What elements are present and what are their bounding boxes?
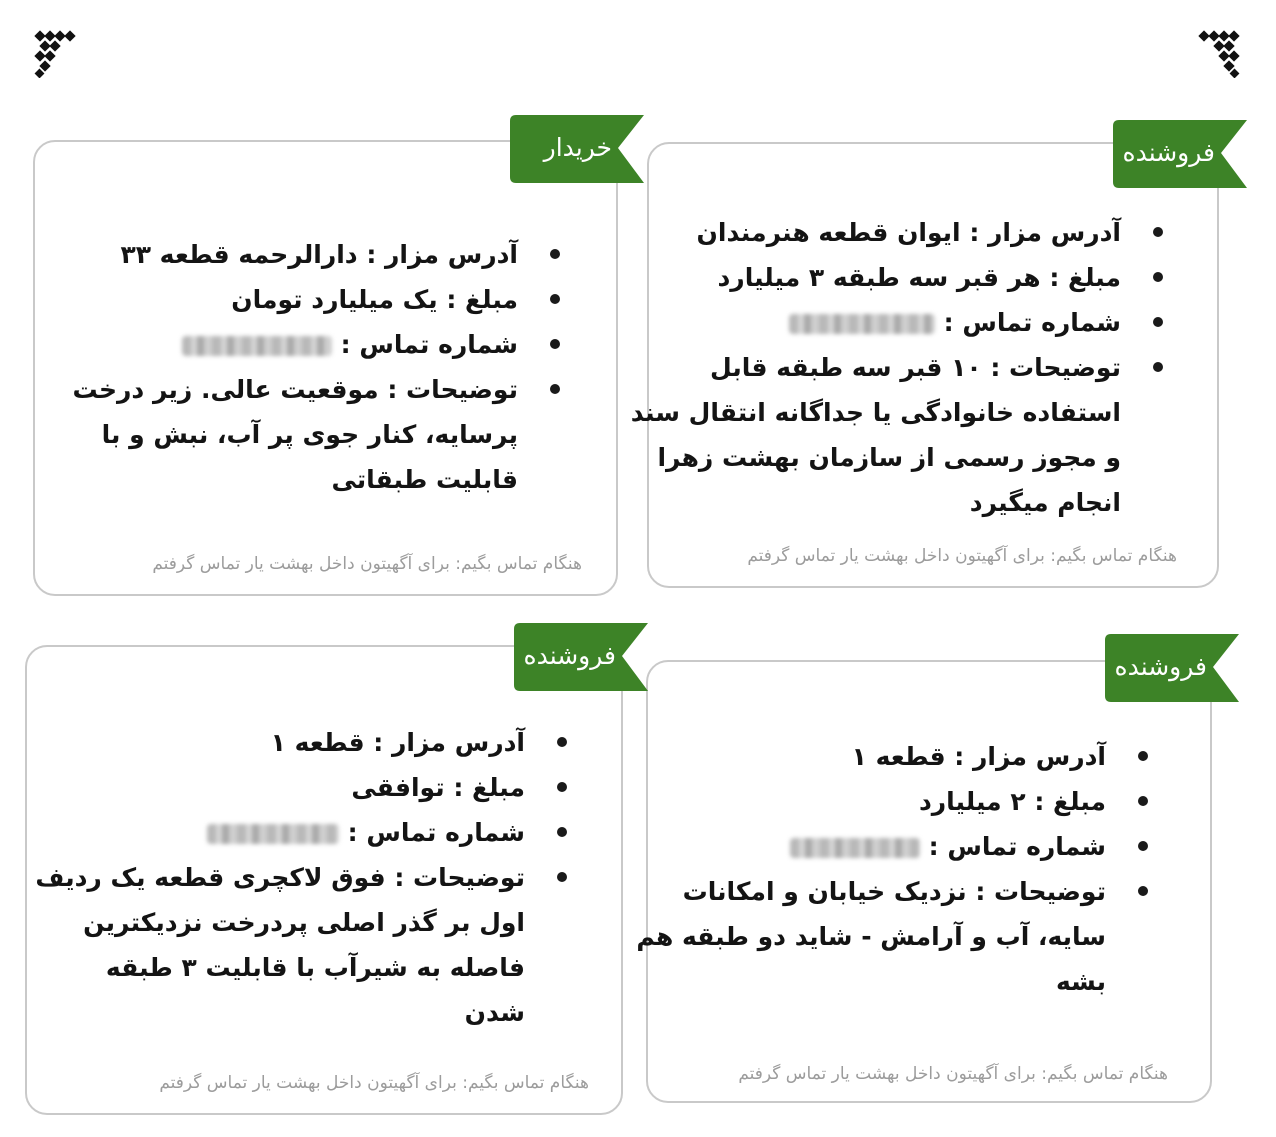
bullet	[1153, 272, 1163, 282]
bullet	[1138, 796, 1148, 806]
description-item: توضیحات : موقعیت عالی. زیر درخت پرسایه، کنار جوی پر آب، نبش و با قابلیت طبقاتی	[73, 367, 518, 502]
role-badge-seller: فروشنده	[1105, 632, 1245, 706]
bullet	[550, 339, 560, 349]
bullet	[557, 872, 567, 882]
phone-item: شماره تماس :	[631, 300, 1121, 345]
divar-logo-icon	[32, 30, 80, 78]
address-item: آدرس مزار : ایوان قطعه هنرمندان	[631, 210, 1121, 255]
listing-card-seller-1[interactable]	[630, 142, 1219, 588]
price-item: مبلغ : هر قبر سه طبقه ۳ میلیارد	[631, 255, 1121, 300]
call-tip: هنگام تماس بگیم: برای آگهیتون داخل بهشت یار تماس گرفتم	[747, 546, 1177, 566]
description-item: توضیحات : فوق لاکچری قطعه یک ردیف اول بر گذر اصلی پردرخت نزدیکترین فاصله به شیرآب با قابلیت ۳ طبقه شدن	[35, 855, 525, 1035]
bullet	[1138, 841, 1148, 851]
listing-card-seller-2[interactable]	[636, 660, 1212, 1103]
description-item: توضیحات : نزدیک خیابان و امکانات سایه، آب و آرامش - شاید دو طبقه هم بشه	[636, 869, 1106, 1004]
description-item: توضیحات : ۱۰ قبر سه طبقه قابل استفاده خانوادگی یا جداگانه انتقال سند و مجوز رسمی از سازمان بهشت زهرا انجام میگیرد	[631, 345, 1121, 525]
bullet	[1153, 362, 1163, 372]
address-item: آدرس مزار : دارالرحمه قطعه ۳۳	[73, 232, 518, 277]
call-tip: هنگام تماس بگیم: برای آگهیتون داخل بهشت یار تماس گرفتم	[159, 1073, 589, 1093]
blurred-phone-number	[182, 336, 332, 356]
price-item: مبلغ : ۲ میلیارد	[636, 779, 1106, 824]
bullet	[1153, 227, 1163, 237]
bullet	[557, 782, 567, 792]
listing-details	[636, 734, 1106, 1004]
phone-item: شماره تماس :	[636, 824, 1106, 869]
call-tip: هنگام تماس بگیم: برای آگهیتون داخل بهشت یار تماس گرفتم	[738, 1064, 1168, 1084]
phone-item: شماره تماس :	[35, 810, 525, 855]
bullet	[1138, 751, 1148, 761]
blurred-phone-number	[789, 314, 935, 334]
phone-item: شماره تماس :	[73, 322, 518, 367]
role-badge-seller: فروشنده	[514, 621, 654, 695]
bullet	[550, 294, 560, 304]
call-tip: هنگام تماس بگیم: برای آگهیتون داخل بهشت یار تماس گرفتم	[152, 554, 582, 574]
listing-card-buyer[interactable]	[33, 140, 618, 596]
address-item: آدرس مزار : قطعه ۱	[35, 720, 525, 765]
listing-details	[73, 232, 518, 502]
listing-details	[631, 210, 1121, 525]
address-item: آدرس مزار : قطعه ۱	[636, 734, 1106, 779]
price-item: مبلغ : یک میلیارد تومان	[73, 277, 518, 322]
price-item: مبلغ : توافقی	[35, 765, 525, 810]
listing-card-seller-3[interactable]	[25, 645, 623, 1115]
bullet	[550, 249, 560, 259]
listing-details	[35, 720, 525, 1035]
bullet	[1153, 317, 1163, 327]
bullet	[557, 827, 567, 837]
role-badge-buyer: خریدار	[510, 113, 650, 187]
blurred-phone-number	[790, 838, 920, 858]
bullet	[1138, 886, 1148, 896]
divar-logo-icon	[1196, 30, 1244, 78]
bullet	[557, 737, 567, 747]
blurred-phone-number	[207, 824, 339, 844]
role-badge-seller: فروشنده	[1113, 118, 1253, 192]
bullet	[550, 384, 560, 394]
